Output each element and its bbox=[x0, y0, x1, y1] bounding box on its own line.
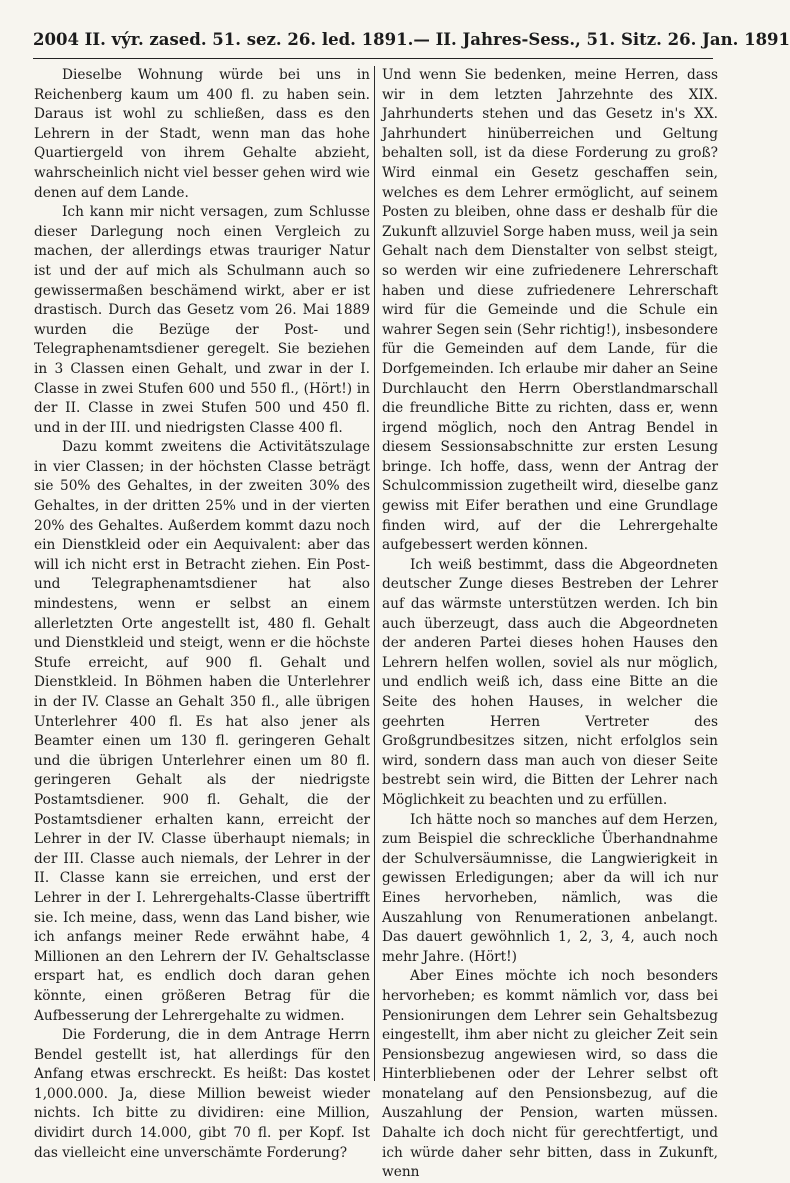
paragraph: Und wenn Sie bedenken, meine Herren, dass wir in dem letzten Jahrzehnte des XIX. Jahrhunderts stehen und das Gesetz in's XX. Jahrhundert hinüberreichen und Geltung behalten soll, ist da diese Forderung zu groß? Wird einmal ein Gesetz geschaffen sein, welches es dem Lehrer ermöglicht, auf seinem Posten zu bleiben, ohne dass er deshalb für die Zukunft allzuviel Sorge haben muss, weil ja sein Gehalt nach dem Dienstalter von selbst steigt, so werden wir eine zufriedenere Lehrerschaft haben und diese zufriedenere Lehrerschaft wird für die Gemeinde und die Schule ein wahrer Segen sein (Sehr richtig!), insbesondere für die Gemeinden auf dem Lande, für die Dorfgemeinden. Ich erlaube mir daher an Seine Durchlaucht den Herrn Oberstlandmarschall die freundliche Bitte zu richten, dass er, wenn irgend möglich, noch den Antrag Bendel in diesem Sessionsabschnitte zur ersten Lesung bringe. Ich hoffe, dass, wenn der Antrag der Schulcommission zugetheilt wird, dieselbe ganz gewiss mit Eifer berathen und eine Grundlage finden wird, auf der die Lehrergehalte aufgebessert werden können. bbox=[382, 67, 718, 554]
header-czech: 2004 II. výr. zased. 51. sez. 26. led. 1891. bbox=[33, 30, 414, 49]
paragraph: Dazu kommt zweitens die Activitätszulage in vier Classen; in der höchsten Classe beträgt sie 50% des Gehaltes, in der zweiten 30% des Gehaltes, in der dritten 25% und in der vierten 20% des Gehaltes. Außerdem kommt dazu noch ein Dienstkleid oder ein Aequivalent: aber das will ich nicht erst in Betracht ziehen. Ein Post- und Telegraphenamtsdiener hat also mindestens, wenn er selbst an einem allerletzten Orte angestellt ist, 480 fl. Gehalt und Dienstkleid und steigt, wenn er die höchste Stufe erreicht, auf 900 fl. Gehalt und Dienstkleid. In Böhmen haben die Unterlehrer in der IV. Classe an Gehalt 350 fl., alle übrigen Unterlehrer 400 fl. Es hat also jener als Beamter einen um 130 fl. geringeren Gehalt und die übrigen Unterlehrer einen um 80 fl. geringeren Gehalt als der niedrigste Postamtsdiener. 900 fl. Gehalt, die der Postamtsdiener erhalten kann, erreicht der Lehrer in der IV. Classe überhaupt niemals; in der III. Classe auch niemals, der Lehrer in der II. Classe kann sie erreichen, und erst der Lehrer in der I. Lehrergehalts-Classe übertrifft sie. Ich meine, dass, wenn das Land bisher, wie ich anfangs meiner Rede erwähnt habe, 4 Millionen an den Lehrern der IV. Gehaltsclasse erspart hat, es endlich doch daran gehen könnte, einen größeren Betrag für die Aufbesserung der Lehrergehalte zu widmen. bbox=[34, 439, 370, 1024]
paragraph: Ich hätte noch so manches auf dem Herzen, zum Beispiel die schreckliche Überhandnahme der Schulversäumnisse, die Langwierigkeit in gewissen Erledigungen; aber da will ich nur Eines hervorheben, nämlich, was die Auszahlung von Renumerationen anbelangt. Das dauert gewöhnlich 1, 2, 3, 4, auch noch mehr Jahre. (Hört!) bbox=[382, 811, 718, 965]
left-column bbox=[34, 66, 370, 1161]
right-column bbox=[382, 66, 718, 1181]
paragraph: Aber Eines möchte ich noch besonders hervorheben; es kommt nämlich vor, dass bei Pensionirungen dem Lehrer sein Gehaltsbezug eingestellt, ihm aber nicht zu gleicher Zeit sein Pensionsbezug angewiesen wird, so dass die Hinterbliebenen oder der Lehrer selbst oft monatelang auf den Pensionsbezug, auf die Auszahlung der Pension, warten müssen. Dahalte ich doch nicht für gerechtfertigt, und ich würde daher sehr bitten, dass in Zukunft, wenn bbox=[382, 968, 718, 1181]
paragraph: Ich weiß bestimmt, dass die Abgeordneten deutscher Zunge dieses Bestreben der Lehrer auf das wärmste unterstützen werden. Ich bin auch überzeugt, dass auch die Abgeordneten der anderen Partei dieses hohen Hauses den Lehrern helfen wollen, soviel als nur möglich, und endlich weiß ich, dass eine Bitte an die Seite des hohen Hauses, in welcher die geehrten Herren Vertreter des Großgrundbesitzes sitzen, nicht erfolglos sein wird, sondern dass man auch von dieser Seite bestrebt sein wird, die Bitten der Lehrer nach Möglichkeit zu beachten und zu erfüllen. bbox=[382, 556, 718, 808]
paragraph: Dieselbe Wohnung würde bei uns in Reichenberg kaum um 400 fl. zu haben sein. Daraus ist wohl zu schließen, dass es den Lehrern in der Stadt, wenn man das hohe Quartiergeld von ihrem Gehalte abzieht, wahrscheinlich nicht viel besser gehen wird wie denen auf dem Lande. bbox=[34, 67, 370, 201]
page-header bbox=[33, 30, 790, 49]
paragraph: Ich kann mir nicht versagen, zum Schlusse dieser Darlegung noch einen Vergleich zu machen, der allerdings etwas trauriger Natur ist und der auf mich als Schulmann auch so gewissermaßen beschämend wirkt, aber er ist drastisch. Durch das Gesetz vom 26. Mai 1889 wurden die Bezüge der Post- und Telegraphenamtsdiener geregelt. Sie beziehen in 3 Classen einen Gehalt, und zwar in der I. Classe in zwei Stufen 600 und 550 fl., (Hört!) in der II. Classe in zwei Stufen 500 und 450 fl. und in der III. und niedrigsten Classe 400 fl. bbox=[34, 204, 370, 436]
column-divider bbox=[374, 66, 375, 1081]
header-rule bbox=[33, 58, 713, 59]
paragraph: Die Forderung, die in dem Antrage Herrn Bendel gestellt ist, hat allerdings für den Anfang etwas erschreckt. Es heißt: Das kostet 1,000.000. Ja, diese Million beweist wieder nichts. Ich bitte zu dividiren: eine Million, dividirt durch 14.000, gibt 70 fl. per Kopf. Ist das vielleicht eine unverschämte Forderung? bbox=[34, 1027, 370, 1161]
header-german: — II. Jahres-Sess., 51. Sitz. 26. Jan. 1891 bbox=[413, 30, 790, 49]
